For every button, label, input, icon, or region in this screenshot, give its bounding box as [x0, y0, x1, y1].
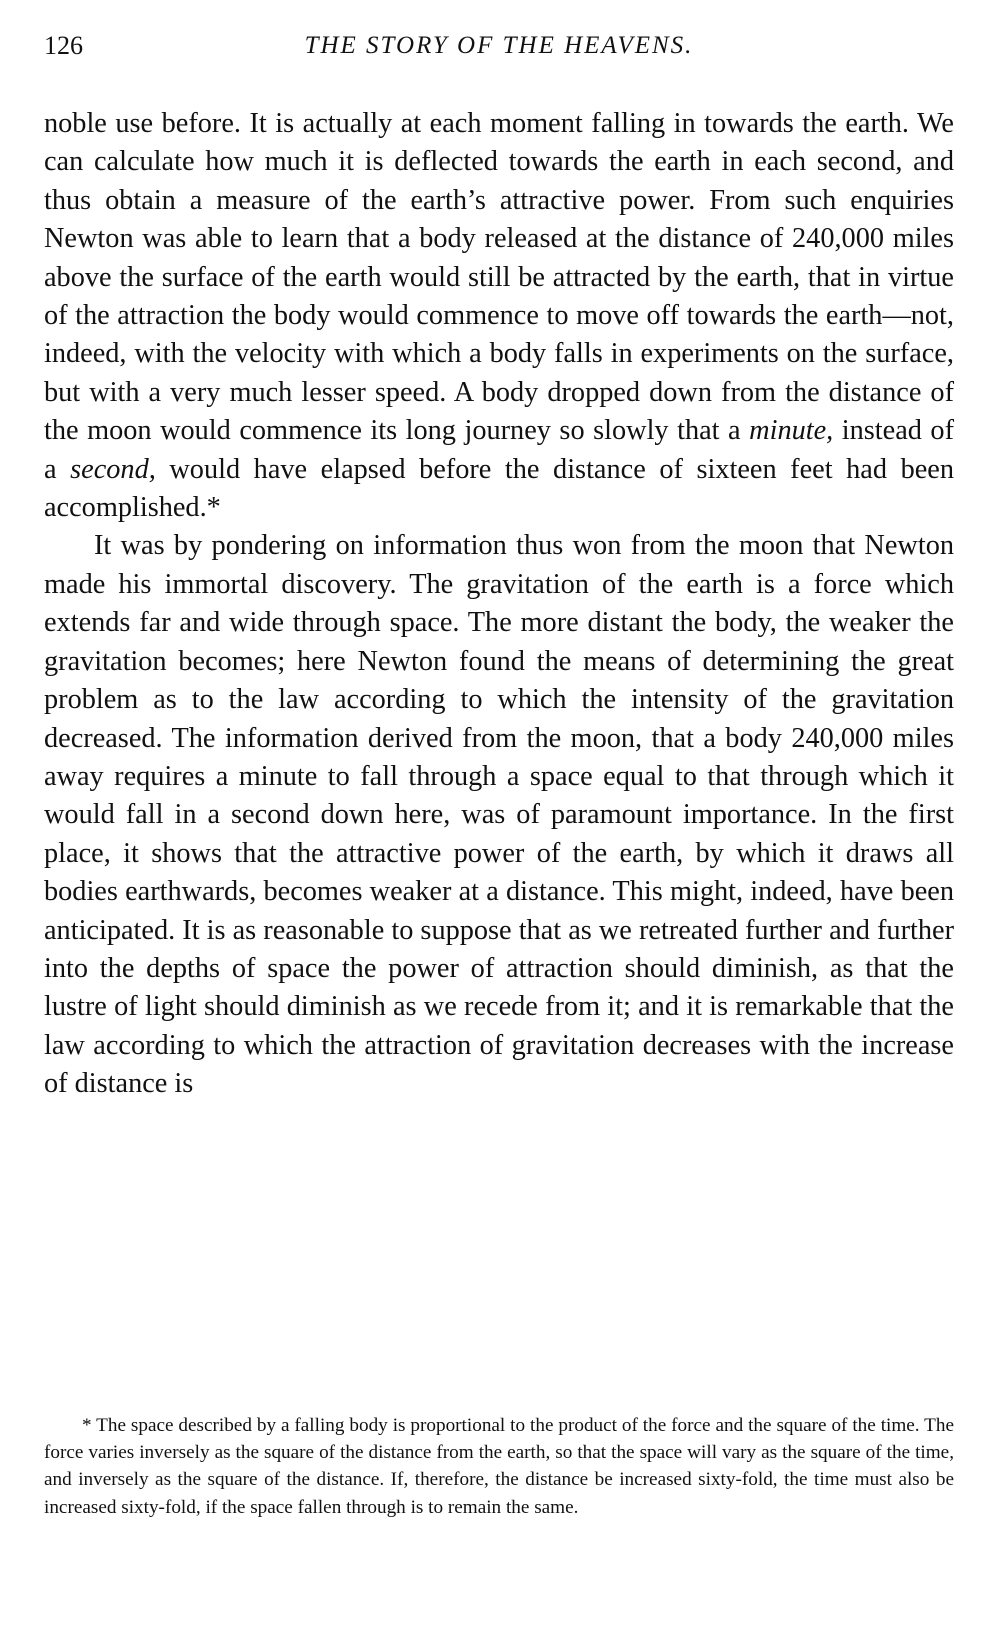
footnote: * The space described by a falling body is proportional to the product of the force and the square of the time. The force varies inversely as the square of the distance from the earth, so that the space will vary as the square of the time, and inversely as the square of the distance. If, therefore, the distance be increased sixty-fold, the time must also be increased sixty-fold, if the space fallen through is to remain the same. — [44, 1415, 954, 1518]
paragraph-1 — [44, 105, 954, 527]
page-number: 126 — [44, 31, 83, 60]
paragraph-1-text-b: instead of a — [44, 415, 954, 485]
running-head-title: THE STORY OF THE HEAVENS. — [304, 32, 694, 59]
paragraph-2: It was by pondering on information thus won from the moon that Newton made his immortal discovery. The gravitation of the earth is a force which extends far and wide through space. The more distant the body, the weaker the gravitation becomes; here Newton found the means of determining the great problem as to the law according to which the intensity of the gravitation decreased. The information derived from the moon, that a body 240,000 miles away requires a minute to fall through a space equal to that through which it would fall in a second down here, was of paramount importance. In the first place, it shows that the attractive power of the earth, by which it draws all bodies earthwards, becomes weaker at a distance. This might, indeed, have been anticipated. It is as reasonable to suppose that as we retreated further and further into the depths of space the power of attraction should diminish, as that the lustre of light should diminish as we recede from it; and it is remarkable that the law according to which the attraction of gravitation decreases with the increase of distance is — [44, 530, 954, 1100]
page-header — [44, 26, 954, 66]
paragraph-1-text-a: noble use before. It is actually at each moment falling in towards the earth. We can calculate how much it is deflected towards the earth in each second, and thus obtain a measure of the earth’s attractive power. From such enquiries Newton was able to learn that a body released at the distance of 240,000 miles above the surface of the earth would still be attracted by the earth, that in virtue of the attraction the body would commence to move off towards the earth—not, indeed, with the velocity with which a body falls in experiments on the surface, but with a very much lesser speed. A body dropped down from the distance of the moon would commence its long journey so slowly that a — [44, 108, 954, 447]
emphasis-minute: minute, — [749, 415, 834, 447]
paragraph-1-text-c: would have elapsed before the distance of sixteen feet had been accomplished.* — [44, 453, 954, 524]
emphasis-second: second, — [70, 453, 156, 485]
main-text — [44, 105, 954, 1104]
